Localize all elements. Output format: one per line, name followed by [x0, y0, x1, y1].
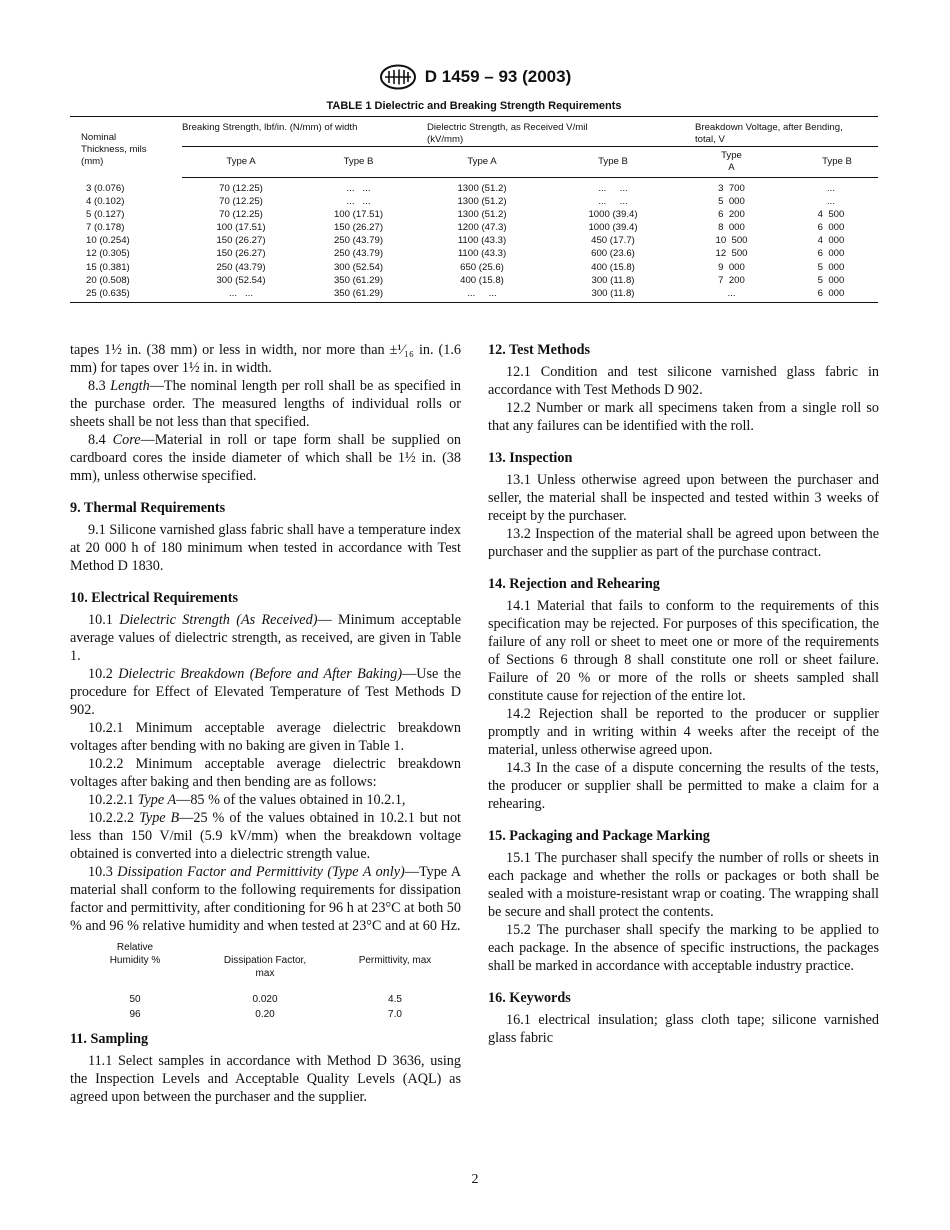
- paragraph-10-2: 10.2 Dielectric Breakdown (Before and After Baking)—Use the procedure for Effect of Elevated Temperature of Test Methods D 902.: [70, 666, 461, 718]
- dielectric-b-cell: 300 (11.8): [547, 287, 679, 303]
- breaking-b-cell: 300 (52.54): [333, 261, 384, 273]
- thickness-cell: 10 (0.254): [86, 235, 130, 247]
- breaking-a-cell: 70 (12.25): [219, 196, 263, 208]
- breaking-a-cell: 150 (26.27): [216, 248, 266, 260]
- breakdown-b-cell: 6 000: [817, 248, 845, 260]
- breaking-b-cell: ... ...: [346, 183, 371, 194]
- breaking-a-cell: 70 (12.25): [219, 209, 263, 221]
- thickness-cell: 7 (0.178): [86, 222, 125, 234]
- breakdown-b-cell: 4 500: [817, 209, 845, 221]
- table-row: [70, 234, 878, 247]
- table-row: [70, 992, 460, 1007]
- breaking-b-cell: 250 (43.79): [333, 248, 384, 260]
- thickness-cell: 5 (0.127): [86, 209, 125, 221]
- paragraph-8-3: 8.3 Length—The nominal length per roll shall be as specified in the purchase order. The measured lengths of individual rolls or sheets shall be not less than that specified.: [70, 378, 461, 430]
- table-row: [70, 221, 878, 234]
- col-header-dielectric-type-a: Type A: [417, 147, 547, 178]
- breakdown-a-cell: 9 000: [718, 261, 745, 273]
- col-header-nominal-thickness: Nominal Thickness, mils (mm): [81, 131, 147, 167]
- breakdown-a-cell: 3 700: [718, 183, 745, 194]
- dielectric-a-cell: 1300 (51.2): [457, 209, 507, 221]
- paragraph-14-2: 14.2 Rejection shall be reported to the producer or supplier promptly and in writing within 4 weeks after the receipt of the material, unless otherwise agreed upon.: [488, 706, 879, 758]
- dielectric-a-cell: ... ...: [417, 287, 547, 303]
- section-16-heading: 16. Keywords: [488, 990, 571, 1006]
- paragraph-15-1: 15.1 The purchaser shall specify the number of rolls or sheets in each package and whether the rolls or packages or both shall be sealed with a moisture-resistant wrap or coating. The wrapping shall be secure and shall protect the contents.: [488, 850, 879, 920]
- right-column: [488, 341, 879, 1047]
- humidity-cell: 50: [129, 994, 141, 1005]
- dielectric-b-cell: 1000 (39.4): [588, 222, 638, 234]
- dielectric-b-cell: 450 (17.7): [591, 235, 635, 247]
- humidity-table: [70, 941, 460, 1022]
- breaking-a-cell: 70 (12.25): [219, 183, 263, 194]
- document-designation: D 1459 – 93 (2003): [424, 67, 572, 86]
- breaking-b-cell: ... ...: [346, 196, 371, 208]
- section-9-heading: 9. Thermal Requirements: [70, 500, 226, 516]
- breakdown-a-cell: 10 500: [715, 235, 748, 247]
- breaking-a-cell: 300 (52.54): [216, 274, 266, 286]
- paragraph-8-2-continued: tapes 1½ in. (38 mm) or less in width, nor more than ±¹⁄₁₆ in. (1.6 mm) for tapes over 1½ in. in width.: [70, 342, 461, 376]
- breaking-a-cell: 100 (17.51): [216, 222, 266, 234]
- page-header: [0, 64, 950, 90]
- paragraph-10-2-2-1: 10.2.2.1 Type A—85 % of the values obtained in 10.2.1,: [88, 792, 406, 808]
- dielectric-b-cell: 600 (23.6): [591, 248, 635, 260]
- section-11-heading: 11. Sampling: [70, 1031, 149, 1047]
- paragraph-16-1: 16.1 electrical insulation; glass cloth tape; silicone varnished glass fabric: [488, 1012, 879, 1046]
- thickness-cell: 3 (0.076): [86, 182, 125, 194]
- dielectric-b-cell: ... ...: [598, 196, 628, 208]
- breakdown-a-cell: 8 000: [718, 222, 745, 234]
- section-10-heading: 10. Electrical Requirements: [70, 590, 238, 606]
- breaking-b-cell: 350 (61.29): [333, 274, 384, 286]
- thickness-cell: 4 (0.102): [86, 196, 125, 208]
- dielectric-a-cell: 400 (15.8): [460, 274, 504, 286]
- paragraph-12-1: 12.1 Condition and test silicone varnished glass fabric in accordance with Test Methods D 902.: [488, 364, 879, 398]
- dielectric-a-cell: 650 (25.6): [460, 261, 504, 273]
- paragraph-10-1: 10.1 Dielectric Strength (As Received)— Minimum acceptable average values of dielectric strength, as received, are given in Table 1.: [70, 612, 461, 664]
- dissipation-cell: 0.020: [252, 994, 278, 1005]
- breakdown-b-cell: 5 000: [817, 261, 845, 273]
- thickness-cell: 12 (0.305): [86, 248, 130, 260]
- col-header-relative-humidity: Relative Humidity %: [109, 942, 161, 966]
- humidity-cell: 96: [129, 1009, 141, 1020]
- breaking-b-cell: 150 (26.27): [333, 222, 384, 234]
- paragraph-15-2: 15.2 The purchaser shall specify the marking to be applied to each package. In the absence of specific instructions, the packages shall be marked in accordance with acceptable industry practice.: [488, 922, 879, 974]
- breaking-b-cell: 250 (43.79): [333, 235, 384, 247]
- page-number: 2: [471, 1172, 479, 1187]
- breakdown-a-cell: 6 200: [718, 209, 745, 221]
- breakdown-a-cell: 5 000: [718, 196, 745, 208]
- section-13-heading: 13. Inspection: [488, 450, 573, 466]
- breaking-a-cell: ... ...: [182, 287, 300, 303]
- breakdown-a-cell: 12 500: [715, 248, 748, 260]
- col-header-breakdown-type-a: Type A: [679, 147, 784, 178]
- paragraph-12-2: 12.2 Number or mark all specimens taken from a single roll so that any failures can be identified with the roll.: [488, 400, 879, 434]
- dielectric-b-cell: 400 (15.8): [591, 261, 635, 273]
- table-row: [70, 247, 878, 260]
- col-header-dissipation-factor: Dissipation Factor, max: [223, 955, 307, 979]
- col-header-breaking-type-a: Type A: [182, 147, 300, 178]
- table-row: [70, 208, 878, 221]
- dielectric-a-cell: 1100 (43.3): [457, 248, 507, 260]
- col-header-breakdown-voltage: Breakdown Voltage, after Bending, total, V: [679, 117, 878, 147]
- breakdown-b-cell: 5 000: [817, 274, 845, 286]
- astm-logo-icon: [379, 64, 417, 90]
- col-header-dielectric-strength: Dielectric Strength, as Received V/mil (kV/mm): [417, 117, 679, 147]
- dielectric-a-cell: 1200 (47.3): [457, 222, 507, 234]
- section-12-heading: 12. Test Methods: [488, 342, 591, 358]
- dielectric-a-cell: 1300 (51.2): [457, 183, 507, 194]
- table-row: [70, 178, 878, 196]
- thickness-cell: 15 (0.381): [86, 261, 130, 273]
- breaking-b-cell: 350 (61.29): [300, 287, 417, 303]
- col-header-breaking-type-b: Type B: [300, 147, 417, 178]
- table-1-title: TABLE 1 Dielectric and Breaking Strength Requirements: [326, 100, 622, 112]
- dielectric-b-cell: ... ...: [598, 183, 628, 194]
- breakdown-b-cell: ...: [827, 196, 835, 208]
- paragraph-9-1: 9.1 Silicone varnished glass fabric shall have a temperature index at 20 000 h of 180 minimum when tested in accordance with Test Method D 1830.: [70, 522, 461, 574]
- paragraph-10-2-2: 10.2.2 Minimum acceptable average dielectric breakdown voltages after baking and then bending are as follows:: [70, 756, 461, 790]
- breakdown-b-cell: ...: [827, 183, 835, 194]
- breaking-b-cell: 100 (17.51): [333, 209, 384, 221]
- breakdown-b-cell: 4 000: [817, 235, 845, 247]
- breakdown-b-cell: 6 000: [817, 222, 845, 234]
- paragraph-8-4: 8.4 Core—Material in roll or tape form shall be supplied on cardboard cores the inside diameter of which shall be 1½ in. (38 mm), unless otherwise specified.: [70, 432, 462, 484]
- table-row: [70, 274, 878, 287]
- table-row: [70, 287, 878, 303]
- paragraph-11-1: 11.1 Select samples in accordance with Method D 3636, using the Inspection Levels and Acceptable Quality Levels (AQL) as agreed upon between the purchaser and the supplier.: [70, 1053, 461, 1105]
- left-column: [70, 341, 461, 1106]
- permittivity-cell: 7.0: [388, 1009, 402, 1020]
- breaking-a-cell: 250 (43.79): [216, 261, 266, 273]
- section-14-heading: 14. Rejection and Rehearing: [488, 576, 660, 592]
- paragraph-14-3: 14.3 In the case of a dispute concerning the results of the tests, the producer or supplier shall be permitted to make a claim for a rehearing.: [488, 760, 879, 812]
- breakdown-a-cell: 7 200: [718, 274, 745, 286]
- dissipation-cell: 0.20: [255, 1009, 275, 1020]
- paragraph-10-2-2-2: 10.2.2.2 Type B—25 % of the values obtained in 10.2.1 but not less than 150 V/mil (5.9 kV/mm) when the breakdown voltage obtained is converted into a dielectric strength value.: [70, 810, 461, 862]
- table-1: [70, 116, 878, 303]
- table-row: [70, 261, 878, 274]
- col-header-breakdown-type-b: Type B: [784, 147, 878, 178]
- paragraph-13-1: 13.1 Unless otherwise agreed upon between the purchaser and seller, the material shall be inspected and tested within 3 weeks of receipt by the purchaser.: [488, 472, 879, 524]
- paragraph-14-1: 14.1 Material that fails to conform to the requirements of this specification may be rejected. For purposes of this specification, the failure of any roll or sheet to meet one or more of the requirements of Sections 6 through 8 shall constitute one roll or sheet failure. Failure of 20 % or more of the rolls or sheets sampled shall constitute cause for rejection of the entire lot.: [488, 598, 879, 704]
- section-15-heading: 15. Packaging and Package Marking: [488, 828, 710, 844]
- dielectric-b-cell: 300 (11.8): [591, 274, 635, 286]
- paragraph-13-2: 13.2 Inspection of the material shall be agreed upon between the purchaser and the supplier as part of the purchase contract.: [488, 526, 879, 560]
- breakdown-a-cell: ...: [679, 287, 784, 303]
- table-row: [70, 195, 878, 208]
- paragraph-10-3: 10.3 Dissipation Factor and Permittivity (Type A only)—Type A material shall conform to the following requirements for dissipation factor and permittivity, after conditioning for 96 h at 23°C at both 50 % and 96 % relative humidity and when tested at 23°C and at 60 Hz.: [70, 864, 461, 934]
- col-header-permittivity: Permittivity, max: [358, 955, 432, 966]
- breaking-a-cell: 150 (26.27): [216, 235, 266, 247]
- col-header-breaking-strength: Breaking Strength, lbf/in. (N/mm) of width: [182, 117, 417, 147]
- dielectric-a-cell: 1100 (43.3): [457, 235, 507, 247]
- thickness-cell: 20 (0.508): [86, 274, 130, 286]
- dielectric-a-cell: 1300 (51.2): [457, 196, 507, 208]
- col-header-dielectric-type-b: Type B: [547, 147, 679, 178]
- paragraph-10-2-1: 10.2.1 Minimum acceptable average dielectric breakdown voltages after bending with no baking are given in Table 1.: [70, 720, 461, 754]
- dielectric-b-cell: 1000 (39.4): [588, 209, 638, 221]
- thickness-cell: 25 (0.635): [70, 287, 182, 303]
- table-row: [70, 1007, 460, 1022]
- permittivity-cell: 4.5: [388, 994, 402, 1005]
- breakdown-b-cell: 6 000: [784, 287, 878, 303]
